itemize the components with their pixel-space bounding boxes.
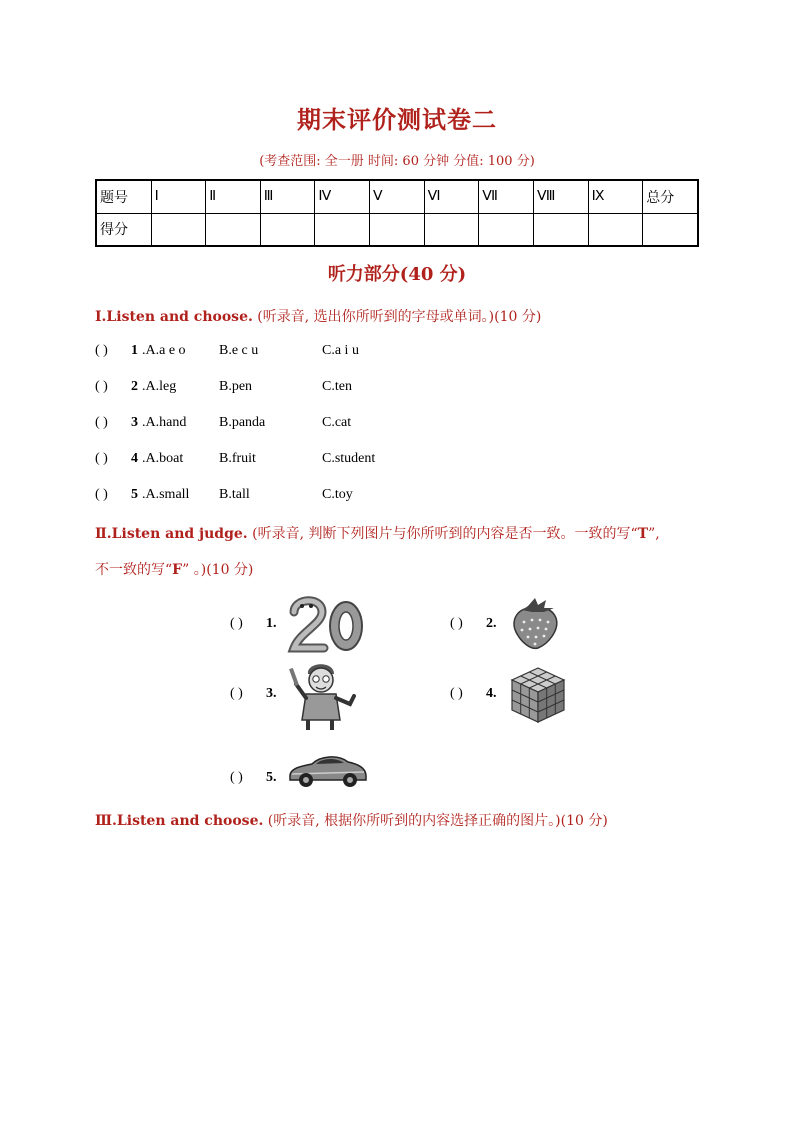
- item-number: 5.: [266, 770, 277, 785]
- listening-heading: 听力部分(40 分): [327, 264, 467, 285]
- option-a: .A.boat: [142, 451, 184, 466]
- car-icon: [286, 748, 370, 792]
- option-b: B.tall: [219, 487, 250, 502]
- strawberry-icon: [508, 596, 562, 652]
- score-header-cell: 总分: [643, 180, 698, 213]
- score-cell[interactable]: [315, 213, 370, 246]
- score-header-cell: Ⅲ: [260, 180, 315, 213]
- judge-item: [230, 616, 370, 656]
- question-number: 3: [131, 415, 138, 430]
- item-number: 3.: [266, 686, 277, 701]
- judge-item: [450, 616, 570, 656]
- section2-title-end: ”,: [648, 526, 660, 542]
- score-cell[interactable]: [424, 213, 479, 246]
- item-number: 4.: [486, 686, 497, 701]
- option-a: .A.a e o: [142, 343, 186, 358]
- answer-blank[interactable]: ( ): [95, 415, 108, 430]
- option-b: B.fruit: [219, 451, 256, 466]
- answer-blank[interactable]: ( ): [95, 343, 108, 358]
- question-row: [95, 379, 655, 399]
- section1-title-prefix: Ⅰ.Listen and choose.: [95, 309, 253, 325]
- answer-blank[interactable]: ( ): [95, 487, 108, 502]
- exam-subtitle: (考查范围: 全一册 时间: 60 分钟 分值: 100 分): [259, 154, 535, 169]
- answer-blank[interactable]: ( ): [450, 686, 463, 701]
- question-number: 4: [131, 451, 138, 466]
- question-number: 2: [131, 379, 138, 394]
- number-twenty-icon: [286, 594, 368, 656]
- score-header-cell: Ⅶ: [479, 180, 534, 213]
- score-row-label: 得分: [96, 213, 151, 246]
- score-table-score-row: [96, 213, 698, 246]
- section1-title: [95, 306, 541, 326]
- score-header-cell: Ⅷ: [533, 180, 588, 213]
- score-cell[interactable]: [370, 213, 425, 246]
- score-header-cell: Ⅱ: [206, 180, 261, 213]
- answer-blank[interactable]: ( ): [230, 686, 243, 701]
- judge-item: [230, 686, 370, 726]
- question-row: [95, 343, 655, 363]
- section2-title-rest: (听录音, 判断下列图片与你所听到的内容是否一致。一致的写“: [247, 526, 638, 542]
- score-cell[interactable]: [588, 213, 643, 246]
- option-c: C.ten: [322, 379, 352, 394]
- answer-blank[interactable]: ( ): [230, 616, 243, 631]
- answer-blank[interactable]: ( ): [230, 770, 243, 785]
- score-header-cell: Ⅵ: [424, 180, 479, 213]
- question-row: [95, 487, 655, 507]
- score-cell[interactable]: [479, 213, 534, 246]
- score-header-cell: Ⅳ: [315, 180, 370, 213]
- judge-item: [450, 686, 580, 726]
- score-cell[interactable]: [206, 213, 261, 246]
- option-b: B.panda: [219, 415, 266, 430]
- judge-item: [230, 770, 380, 810]
- section2-title: [95, 523, 660, 543]
- score-table-header-row: [96, 180, 698, 213]
- score-header-cell: 题号: [96, 180, 151, 213]
- section3-title-rest: (听录音, 根据你所听到的内容选择正确的图片。)(10 分): [263, 813, 608, 829]
- f-letter: F: [172, 562, 183, 578]
- score-cell[interactable]: [151, 213, 206, 246]
- score-table: [95, 179, 699, 247]
- option-b: B.pen: [219, 379, 253, 394]
- option-c: C.toy: [322, 487, 353, 502]
- option-a: .A.hand: [142, 415, 187, 430]
- score-cell[interactable]: [643, 213, 698, 246]
- boy-with-pencil-icon: [288, 660, 360, 732]
- option-b: B.e c u: [219, 343, 259, 358]
- score-header-cell: Ⅴ: [370, 180, 425, 213]
- section2-line2-start: 不一致的写“: [95, 562, 173, 578]
- score-cell[interactable]: [260, 213, 315, 246]
- question-number: 1: [131, 343, 138, 358]
- rubiks-cube-icon: [508, 664, 568, 724]
- answer-blank[interactable]: ( ): [450, 616, 463, 631]
- option-c: C.a i u: [322, 343, 359, 358]
- exam-title: 期末评价测试卷二: [297, 105, 497, 134]
- option-c: C.cat: [322, 415, 352, 430]
- option-a: .A.small: [142, 487, 190, 502]
- section2-title-prefix: Ⅱ.Listen and judge.: [95, 526, 248, 542]
- section2-line2-end: ” 。)(10 分): [182, 562, 254, 578]
- t-letter: T: [637, 526, 649, 542]
- section1-title-rest: (听录音, 选出你所听到的字母或单词。)(10 分): [252, 309, 542, 325]
- question-row: [95, 415, 655, 435]
- item-number: 1.: [266, 616, 277, 631]
- option-c: C.student: [322, 451, 376, 466]
- question-number: 5: [131, 487, 138, 502]
- answer-blank[interactable]: ( ): [95, 379, 108, 394]
- score-header-cell: Ⅰ: [151, 180, 206, 213]
- answer-blank[interactable]: ( ): [95, 451, 108, 466]
- section3-title-prefix: Ⅲ.Listen and choose.: [95, 813, 264, 829]
- question-row: [95, 451, 655, 471]
- section2-title-line2: [95, 559, 253, 579]
- option-a: .A.leg: [142, 379, 177, 394]
- score-cell[interactable]: [533, 213, 588, 246]
- score-header-cell: Ⅸ: [588, 180, 643, 213]
- item-number: 2.: [486, 616, 497, 631]
- section3-title: [95, 810, 608, 830]
